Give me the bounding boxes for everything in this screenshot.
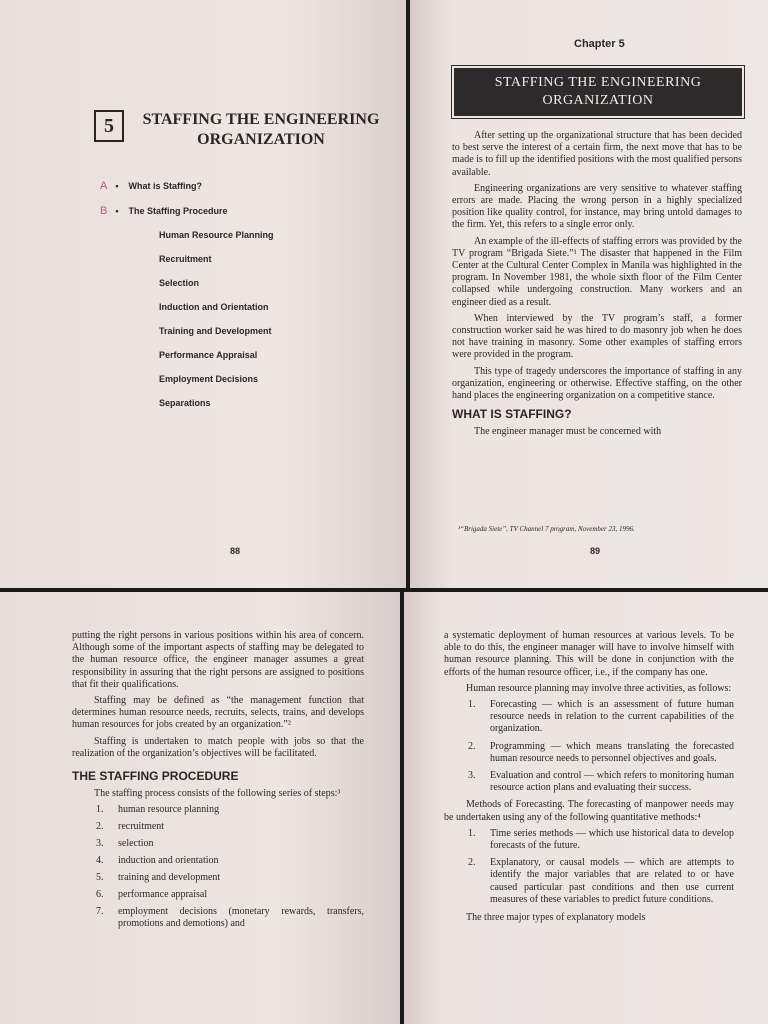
toc-label: What is Staffing? [128, 181, 202, 191]
chapter-number-box: 5 [94, 110, 124, 142]
methods-list [444, 828, 734, 906]
toc-sub-item: Separations [159, 398, 211, 408]
page-89-body [452, 130, 742, 443]
page-91 [404, 592, 768, 1024]
list-item: 5. training and development [96, 872, 221, 884]
list-item: 4. induction and orientation [96, 855, 219, 867]
toc-sub-item: Recruitment [159, 254, 212, 264]
toc-sub-item: Selection [159, 278, 200, 288]
list-item: 3. Evaluation and control — which refers to monitoring human resource action plans and evaluating their success. [468, 770, 734, 794]
paragraph: Staffing is undertaken to match people with jobs so that the realization of the organization’s objectives will be facilitated. [72, 735, 364, 759]
paragraph: The three major types of explanatory models [466, 912, 646, 924]
toc-sub-item: Induction and Orientation [159, 302, 269, 312]
paragraph: Human resource planning may involve three activities, as follows: [466, 682, 732, 694]
page-90-body [72, 630, 364, 935]
page-number: 89 [590, 546, 601, 556]
paragraph: When interviewed by the TV program’s staff, a former construction worker said he was hired to do masonry job when he does not have training in masonry. Some other examples of staffing errors were provided in the program. [452, 312, 742, 361]
page-88 [0, 0, 406, 588]
paragraph: The staffing process consists of the following series of steps:³ [94, 788, 341, 800]
list-item: 2. recruitment [96, 821, 165, 833]
toc-item-what-is-staffing: A • What is Staffing? [100, 180, 202, 192]
list-item: 1. Time series methods — which use historical data to develop forecasts of the future. [468, 827, 734, 852]
page-89 [410, 0, 768, 588]
paragraph: An example of the ill-effects of staffing errors was provided by the TV program “Brigada Siete.”¹ The disaster that happened in the Film Center at the Cultural Center Complex in Manila was highlighted in the program. In November 1981, the whole sixth floor of the Film Center collapsed while undergoing construction. Many workers and an engineer died as a result. [452, 235, 742, 308]
toc-mark: B [100, 205, 108, 217]
banner-line2: ORGANIZATION [542, 93, 654, 108]
section-heading: THE STAFFING PROCEDURE [72, 769, 239, 784]
list-item: 3. selection [96, 838, 154, 850]
chapter-title-line1: STAFFING THE ENGINEERING [142, 111, 380, 128]
paragraph: After setting up the organizational structure that has been decided to best serve the interest of a certain firm, the next move that has to be made is to fill up the identified positions with the most qualified persons available. [452, 130, 742, 178]
toc-sub-item: Performance Appraisal [159, 350, 258, 360]
banner-line1: STAFFING THE ENGINEERING [494, 75, 702, 90]
paragraph: Engineering organizations are very sensitive to whatever staffing errors are made. Placing the wrong person in a highly specialized position like quality control, for instance, may bring untold damages to the firm. Yet, this refers to a single error only. [452, 182, 742, 231]
paragraph: a systematic deployment of human resources at various levels. To be able to do this, the engineer manager will have to involve himself with human resource planning. This will be done in conjunction with the efforts of the human resource officer, i.e., if the company has one. [444, 630, 734, 678]
list-item: 1. human resource planning [96, 804, 220, 816]
page-90 [0, 592, 400, 1024]
activities-list [444, 699, 734, 794]
chapter-label: Chapter 5 [574, 38, 625, 50]
paragraph: Methods of Forecasting. The forecasting of manpower needs may be undertaken using any of the following quantitative methods:⁴ [444, 799, 734, 823]
chapter-title [136, 110, 386, 150]
footnote: ¹“Brigada Siete”, TV Channel 7 program, November 23, 1996. [458, 525, 635, 533]
list-item: 2. Programming — which means translating the forecasted human resource needs to personnel objectives and goals. [468, 740, 734, 764]
section-heading: WHAT IS STAFFING? [452, 407, 572, 422]
toc-item-staffing-procedure: B • The Staffing Procedure [100, 205, 228, 217]
toc-sub-item: Training and Development [159, 326, 272, 336]
page-91-body [444, 630, 734, 928]
list-item: 6. performance appraisal [96, 889, 208, 901]
toc-sub-item: Employment Decisions [159, 374, 259, 384]
paragraph: This type of tragedy underscores the importance of staffing in any organization, engineering or otherwise. Effective staffing, on the other hand places the engineering organization on a competitive stance. [452, 365, 742, 402]
toc-sub-item: Human Resource Planning [159, 230, 274, 240]
paragraph: Staffing may be defined as “the management function that determines human resource needs, recruits, selects, trains, and develops human resources for jobs created by an organization.”² [72, 695, 364, 731]
steps-list [72, 804, 364, 930]
list-item: 1. Forecasting — which is an assessment of future human resource needs in relation to the current capabilities of the organization. [468, 699, 734, 735]
chapter-title-line2: ORGANIZATION [197, 131, 325, 148]
chapter-title-banner [454, 68, 742, 116]
toc-label: The Staffing Procedure [128, 206, 228, 216]
toc-mark: A [100, 180, 108, 192]
page-number: 88 [230, 546, 241, 556]
list-item: 7. employment decisions (monetary rewards, transfers, promotions and demotions) and [96, 906, 364, 930]
list-item: 2. Explanatory, or causal models — which are attempts to identify the major variables that are related to or have caused particular past conditions and then use current measures of these variables to predict future conditions. [468, 857, 734, 905]
paragraph: putting the right persons in various positions within his area of concern. Although some of the important aspects of staffing may be delegated to the human resource office, the engineer manager assumes a great responsibility in assuring that the right persons are assigned to positions that fit their qualifications. [72, 630, 364, 690]
paragraph: The engineer manager must be concerned with [474, 426, 662, 438]
